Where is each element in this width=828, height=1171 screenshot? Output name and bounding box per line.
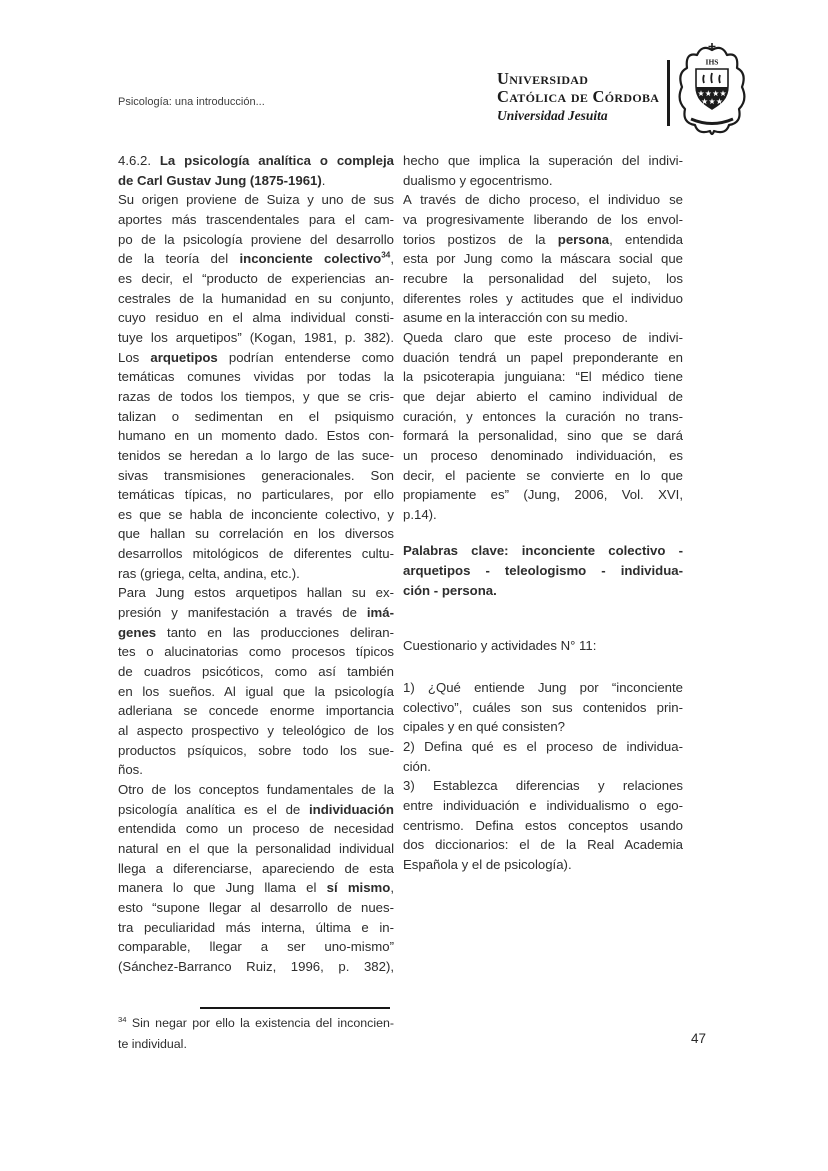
text-line: recubre la personalidad del sujeto, los (403, 270, 683, 286)
text-line: en los sueños. Al igual que la psicología (118, 683, 394, 699)
text-line: aportes más trascendentales para el cam- (118, 211, 394, 227)
text-line: humano en un momento dado. Estos con- (118, 428, 394, 444)
text-line: Otro de los conceptos fundamentales de la (118, 782, 394, 797)
text-line: Los arquetipos podrían entenderse como (118, 349, 394, 365)
text-line: cipales y en qué consisten? (403, 719, 566, 735)
text-line: Queda claro que este proceso de indivi- (403, 329, 683, 345)
text-line: es decir, el “producto de experiencias an- (118, 270, 394, 286)
text-line: comparable, llegar a ser uno-mismo” (118, 939, 394, 955)
text-line: esta por Jung como la máscara social que (403, 251, 683, 267)
page-number: 47 (691, 1031, 707, 1046)
text-line: hecho que implica la superación del indivi- (403, 153, 683, 168)
text-line: 4.6.2. La psicología analítica o compleja (118, 153, 394, 168)
text-line: A través de dicho proceso, el individuo se (403, 192, 683, 208)
text-line: po de la psicología proviene del desarrollo (118, 231, 394, 247)
text-line: de Carl Gustav Jung (1875-1961). (118, 172, 326, 188)
text-line: $^{34}$ Sin negar por ello la existencia del inconcien- (118, 1014, 394, 1030)
text-line: Palabras clave: inconciente colectivo - (403, 543, 683, 559)
header-running-title: Psicología: una introducción... (118, 96, 265, 108)
text-line: Su origen proviene de Suiza y uno de sus (118, 192, 394, 208)
text-line: p.14). (403, 506, 437, 522)
text-line: entendida como un proceso de necesidad (118, 821, 394, 837)
wordmark-line-3: Universidad Jesuita (497, 108, 608, 123)
text-line: 2) Defina qué es el proceso de individua- (403, 739, 683, 755)
text-line: tes o alucinatorias como procesos típicos (118, 644, 394, 660)
text-line: Española y el de psicología). (403, 857, 572, 872)
wordmark-line-1: Universidad (497, 69, 589, 88)
text-line: decir, el paciente se convierte en lo que (403, 467, 683, 483)
text-line: natural en el que la personalidad individual (118, 840, 394, 856)
text-line: que hallan su correlación en los diversos (118, 526, 394, 542)
text-line: llega a diferenciarse, apareciendo de esta (118, 860, 394, 876)
text-line: duación tendrá un papel preponderante en (403, 349, 683, 365)
text-line: dualismo y egocentrismo. (403, 172, 553, 188)
text-line: entre individuación e individualismo o ego- (403, 798, 683, 814)
text-line: sivas transmisiones generacionales. Son (118, 467, 394, 483)
university-wordmark (497, 70, 659, 124)
text-line: (Sánchez-Barranco Ruiz, 1996, p. 382), (118, 958, 394, 974)
text-line: tra peculiaridad más interna, última e in- (118, 919, 394, 935)
text-line: arquetipos - teleologismo - individua- (403, 563, 683, 579)
footnote-separator (200, 1007, 390, 1009)
text-line: talizan o sedimentan en el psiquismo (118, 408, 394, 424)
text-line: cestrales de la humanidad en su conjunto, (118, 290, 394, 306)
text-line: 1) ¿Qué entiende Jung por “inconciente (403, 680, 683, 696)
text-line: Para Jung estos arquetipos hallan su ex- (118, 585, 394, 601)
text-line: un proceso denominado individuación, es (403, 447, 683, 463)
text-line: centrismo. Defina estos conceptos usando (403, 817, 683, 833)
text-line: colectivo”, cuáles son sus contenidos prin- (403, 699, 683, 715)
text-line: va progresivamente liberando de los envol- (403, 211, 683, 227)
wordmark-line-2: Católica de Córdoba (497, 86, 660, 106)
text-line: es que se habla de inconciente colectivo, y (118, 506, 394, 522)
text-line: manera lo que Jung llama el sí mismo, (118, 880, 394, 896)
footnote (118, 1013, 394, 1055)
text-line: esto “supone llegar al desarrollo de nues- (118, 899, 394, 915)
text-line: temáticas típicas, no particulares, por ello (118, 487, 394, 503)
text-line: te individual. (118, 1037, 187, 1051)
text-line: cuyo residuo en el alma individual consti- (118, 310, 394, 326)
ucc-crest-icon (676, 42, 748, 143)
text-line: dos diccionarios: el de la Real Academia (403, 837, 683, 853)
crest-monogram: IHS (705, 57, 719, 67)
left-text-column (118, 151, 394, 977)
text-line: la psicoterapia junguiana: “El médico tiene (403, 369, 683, 385)
right-text-column (403, 151, 683, 875)
text-line: tuye los arquetipos” (Kogan, 1981, p. 382). (118, 329, 394, 345)
text-line: ños. (118, 762, 143, 778)
text-line: ción. (403, 758, 431, 774)
text-line: tenidos se heredan a lo largo de las suce- (118, 447, 394, 463)
text-line: psicología analítica es el de individuación (118, 801, 394, 817)
text-line: diferentes roles y actitudes que el individuo (403, 290, 683, 306)
text-line: propiamente es” (Jung, 2006, Vol. XVI, (403, 487, 683, 503)
text-line: al aspecto prospectivo y teleológico de los (118, 723, 394, 739)
header-divider-bar (667, 60, 670, 126)
text-line: productos psíquicos, sobre todo los sue- (118, 742, 394, 758)
text-line: desarrollos mitológicos de diferentes cultu- (118, 546, 394, 562)
text-line: de la teoría del inconciente colectivo$^{34}$, (118, 250, 394, 267)
text-line: asume en la interacción con su medio. (403, 310, 629, 326)
text-line: ras (griega, celta, andina, etc.). (118, 565, 300, 581)
text-line: presión y manifestación a través de imá- (118, 605, 394, 621)
text-line: Cuestionario y actividades N° 11: (403, 638, 597, 654)
text-line: genes tanto en las producciones deliran- (118, 624, 394, 640)
text-line: de cuadros psicóticos, como así también (118, 664, 394, 680)
text-line: que dejar abierto el camino individual de (403, 388, 683, 404)
text-line: torios postizos de la persona, entendida (403, 231, 683, 247)
text-line: 3) Establezca diferencias y relaciones (403, 778, 683, 794)
text-line: curación, y entonces la curación no trans- (403, 408, 683, 424)
text-line: ción - persona. (403, 582, 497, 598)
text-line: temáticas comunes vividas por todas la (118, 369, 394, 385)
text-line: formará la personalidad, sino que se dará (403, 428, 683, 444)
text-line: adleriana se concede enorme importancia (118, 703, 394, 719)
text-line: razas de todos los tiempos, y que se cris- (118, 388, 394, 404)
